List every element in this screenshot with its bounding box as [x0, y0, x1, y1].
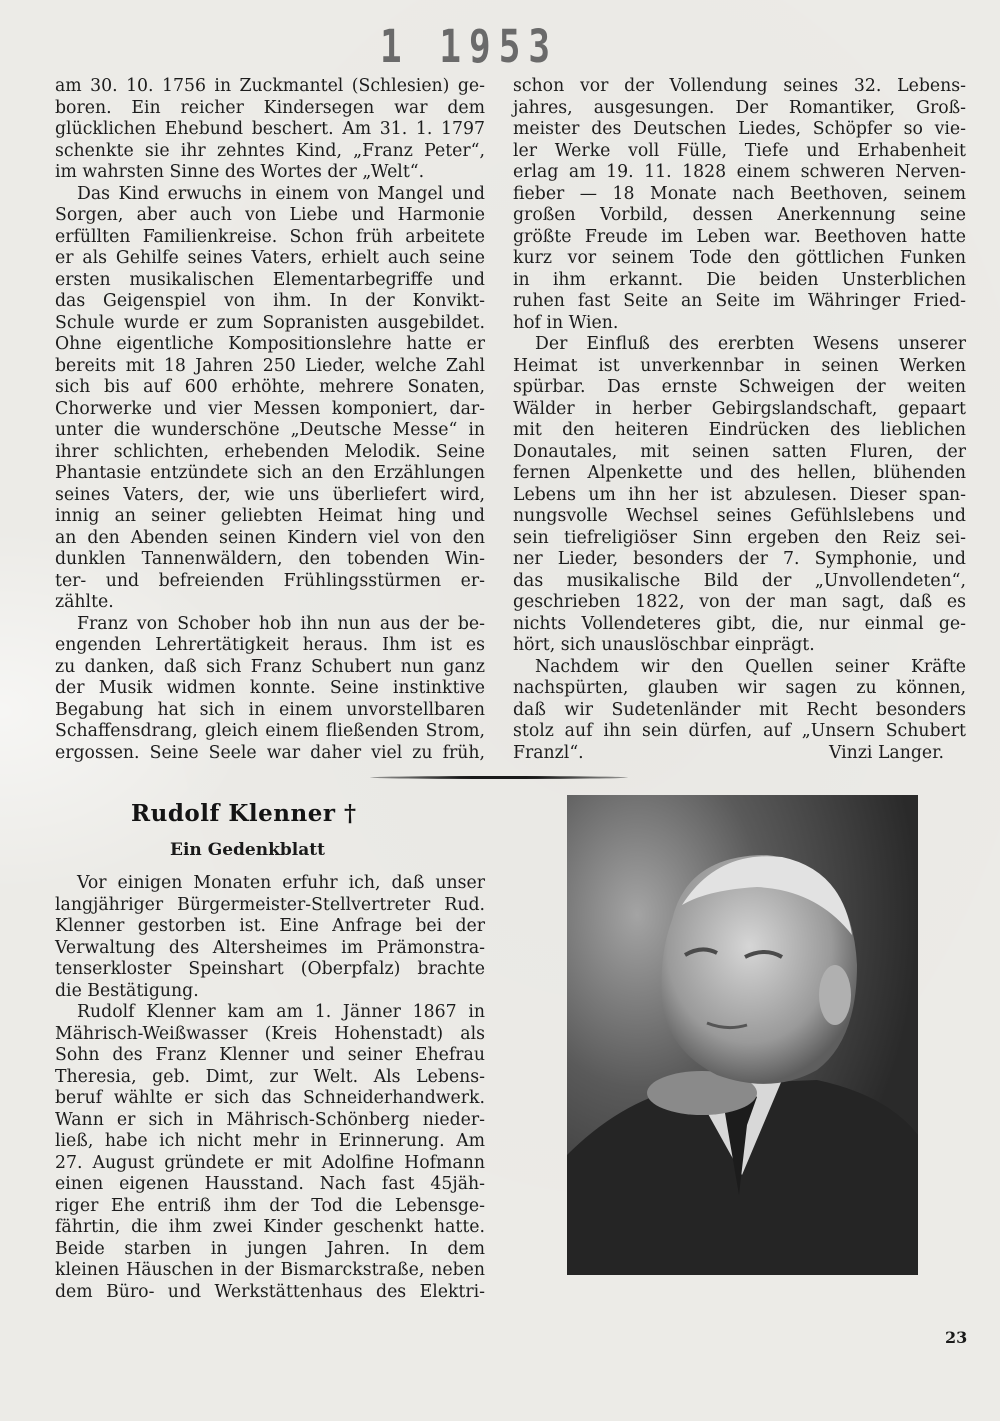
text-line: mit den heiteren Eindrücken des lieblichen [513, 420, 966, 440]
obituary-subtitle: Ein Gedenkblatt [170, 840, 325, 860]
text-line: Heimat ist unverkennbar in seinen Werken [513, 355, 966, 376]
text-line: er als Gehilfe seines Vaters, erhielt auch seine [55, 248, 485, 268]
text-line: kurz vor seinem Tode den göttlichen Funken [513, 248, 966, 268]
text-line: hört, sich unauslöschbar einprägt. [513, 635, 815, 655]
text-line: spürbar. Das ernste Schweigen der weiten [513, 377, 966, 397]
text-line: Klenner gestorben ist. Eine Anfrage bei der [55, 916, 485, 936]
text-line: an den Abenden seinen Kindern viel von den [55, 527, 485, 548]
text-line: schon vor der Vollendung seines 32. Lebens- [513, 76, 966, 96]
text-line: Lebens um ihn her ist abzulesen. Dieser span- [513, 484, 966, 505]
text-line: Wann er sich in Mährisch-Schönberg nieder- [55, 1109, 485, 1130]
text-line: Wälder in herber Gebirgslandschaft, gepaart [513, 398, 966, 419]
text-line: ner Lieder, besonders der 7. Symphonie, und [513, 549, 966, 569]
text-line: ergossen. Seine Seele war daher viel zu früh, [55, 742, 485, 763]
text-line: Verwaltung des Altersheimes im Prämonstra- [55, 937, 485, 958]
text-line: riger Ehe entriß ihm der Tod die Lebensge- [55, 1195, 485, 1216]
text-line: Ohne eigentliche Kompositionslehre hatte er [55, 334, 485, 354]
text-line: am 30. 10. 1756 in Zuckmantel (Schlesien) ge- [55, 76, 485, 96]
text-line: Donautales, mit seinen satten Fluren, der [513, 441, 966, 462]
text-line: Franz von Schober hob ihn nun aus der be- [77, 613, 485, 634]
page-number: 23 [945, 1328, 968, 1347]
text-line: geschrieben 1822, von der man sagt, daß es [513, 592, 966, 612]
text-line: das Geigenspiel von ihm. In der Konvikt- [55, 291, 485, 311]
text-line: Begabung hat sich in einem unvorstellbaren [55, 699, 485, 720]
text-line: engenden Lehrertätigkeit heraus. Ihm ist es [55, 635, 485, 655]
text-line: fährtin, die ihm zwei Kinder geschenkt hatte. [55, 1217, 485, 1237]
text-line: 27. August gründete er mit Adolfine Hofmann [55, 1152, 485, 1173]
text-line: ter- und befreienden Frühlingsstürmen er- [55, 570, 485, 591]
section-divider [370, 776, 628, 779]
text-line: sich bis auf 600 erhöhte, mehrere Sonaten, [55, 377, 485, 397]
text-line: Mährisch-Weißwasser (Kreis Hohenstadt) als [55, 1023, 485, 1044]
portrait-photo [567, 795, 918, 1275]
obituary-name: Rudolf Klenner [131, 800, 336, 827]
article-signature [513, 743, 966, 765]
text-line: unter die wunderschöne „Deutsche Messe“ in [55, 420, 485, 440]
obituary-body [55, 873, 485, 1303]
text-line: schenkte sie ihr zehntes Kind, „Franz Peter“, [55, 140, 485, 161]
text-line: dunklen Tannenwäldern, den tobenden Win- [55, 549, 485, 569]
text-line: ersten musikalischen Elementarbegriffe und [55, 269, 485, 290]
text-line: Sohn des Franz Klenner und seiner Ehefrau [55, 1045, 485, 1065]
text-line: kleinen Häuschen in der Bismarckstraße, neben [55, 1260, 485, 1280]
text-line: Rudolf Klenner kam am 1. Jänner 1867 in [77, 1002, 485, 1022]
text-line: zu danken, daß sich Franz Schubert nun ganz [55, 656, 485, 677]
text-line: Das Kind erwuchs in einem von Mangel und [77, 183, 485, 204]
text-line: erlag am 19. 11. 1828 einem schweren Nerven- [513, 162, 966, 182]
text-line: Schule wurde er zum Sopranisten ausgebildet. [55, 312, 485, 333]
text-line: Theresia, geb. Dimt, zur Welt. Als Lebens- [55, 1066, 485, 1087]
text-line: fieber — 18 Monate nach Beethoven, seinem [513, 183, 966, 204]
text-line: Beide starben in jungen Jahren. In dem [55, 1238, 485, 1259]
cross-icon: † [343, 800, 357, 827]
text-line: glücklichen Ehebund beschert. Am 31. 1. 1797 [55, 119, 485, 139]
archive-stamp: 1 1953 [380, 22, 559, 74]
text-line: Schaffensdrang, gleich einem fließenden Strom, [55, 721, 485, 741]
text-line: daß wir Sudetenländer mit Recht besonders [513, 699, 966, 720]
text-line: das musikalische Bild der „Unvollendeten“, [513, 570, 966, 591]
text-line: bereits mit 18 Jahren 250 Lieder, welche Zahl [55, 355, 485, 376]
text-line: die Bestätigung. [55, 980, 199, 1001]
text-line: meister des Deutschen Liedes, Schöpfer so vie- [513, 119, 966, 139]
text-line: langjähriger Bürgermeister-Stellvertreter Rud. [55, 894, 485, 915]
text-line: zählte. [55, 592, 114, 612]
text-line: ihrer schlichten, erhebenden Melodik. Seine [55, 441, 485, 462]
schubert-article-right-column [513, 76, 966, 764]
text-line: großen Vorbild, dessen Anerkennung seine [513, 205, 966, 225]
author-name: Vinzi Langer. [828, 742, 944, 763]
text-line: jahres, ausgesungen. Der Romantiker, Groß- [513, 97, 966, 118]
text-line: Sorgen, aber auch von Liebe und Harmonie [55, 205, 485, 225]
text-line: nungsvolle Wechsel seines Gefühlslebens und [513, 506, 966, 526]
text-line: Der Einfluß des ererbten Wesens unserer [535, 334, 966, 354]
portrait-illustration [567, 795, 918, 1275]
text-line: nichts Vollendeteres gibt, die, nur einmal ge- [513, 613, 966, 634]
text-line: boren. Ein reicher Kindersegen war dem [55, 97, 485, 118]
text-line: Phantasie entzündete sich an den Erzählungen [55, 463, 485, 483]
text-line: Chorwerke und vier Messen komponiert, dar- [55, 398, 485, 419]
obituary-title [131, 800, 357, 827]
text-line: größte Freude im Leben war. Beethoven hatte [513, 226, 966, 247]
text-line: seines Vaters, der, wie uns überliefert wird, [55, 484, 485, 505]
schubert-article-left-column [55, 76, 485, 764]
text-line: dem Büro- und Werkstättenhaus des Elektri- [55, 1281, 485, 1302]
text-line: innig an seiner geliebten Heimat hing und [55, 506, 485, 526]
text-line: sein tiefreligiöser Sinn ergeben den Reiz sei- [513, 527, 966, 548]
text-line: Nachdem wir den Quellen seiner Kräfte [535, 656, 966, 677]
text-line: ließ, habe ich nicht mehr in Erinnerung. Am [55, 1131, 485, 1151]
text-line: der Musik widmen konnte. Seine instinktive [55, 678, 485, 698]
text-line: im wahrsten Sinne des Wortes der „Welt“. [55, 162, 425, 182]
text-line: hof in Wien. [513, 312, 619, 333]
text-line: tenserkloster Speinshart (Oberpfalz) brachte [55, 959, 485, 979]
text-line: Vor einigen Monaten erfuhr ich, daß unser [77, 873, 485, 893]
text-line: fernen Alpenkette und des hellen, blühenden [513, 463, 966, 483]
text-line: nachspürten, glauben wir sagen zu können, [513, 678, 966, 698]
text-line: stolz auf ihn sein dürfen, auf „Unsern Schubert [513, 721, 966, 741]
text-line: in ihm erkannt. Die beiden Unsterblichen [513, 269, 966, 290]
closing-text: Franzl“. [513, 742, 584, 763]
text-line: erfüllten Familienkreise. Schon früh arbeitete [55, 226, 485, 247]
text-line: beruf wählte er sich das Schneiderhandwerk. [55, 1088, 485, 1108]
text-line: ruhen fast Seite an Seite im Währinger Fried- [513, 291, 966, 311]
text-line: einen eigenen Hausstand. Nach fast 45jäh- [55, 1174, 485, 1194]
text-line: ler Werke voll Fülle, Tiefe und Erhabenheit [513, 140, 966, 161]
